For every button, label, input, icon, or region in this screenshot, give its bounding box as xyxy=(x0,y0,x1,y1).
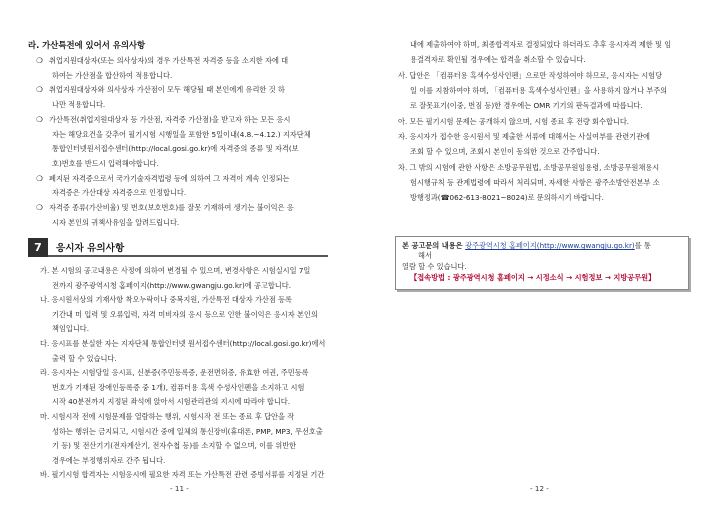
caution-line: 자격증 종류(가산비율) 및 번호(보호번호)를 잘못 기재하여 생기는 불이익은 응 xyxy=(49,203,294,212)
applicant-note-line: 기간내 미 입력 및 오류입력, 자격 미비자의 응시 등으로 인한 불이익은 응시자 본인의 xyxy=(52,309,318,319)
notice-box xyxy=(395,236,689,290)
heading-cautions: 라. 가산특전에 있어서 유의사항 xyxy=(28,40,146,50)
continued-note-line: 험시행규칙 등 관계법령에 따라서 처리되며, 자세한 사항은 광주소방안전본부 소 xyxy=(410,178,660,187)
continued-note-line: 아. 모든 필기시험 문제는 공개하지 않으며, 시험 종료 후 전량 회수합니다. xyxy=(398,117,630,126)
bullet-icon: ❍ xyxy=(36,85,43,95)
continued-note-line: 로 잘못표기(이중, 번짐 등)한 경우에는 OMR 기기의 판독결과에 따릅니다. xyxy=(410,101,643,110)
caution-line: 취업지원대상자(또는 의사상자)의 경우 가산특전 자격증 등을 소지한 자에 대 xyxy=(49,56,289,65)
caution-line: 취업지원대상자와 의사상자 가산점이 모두 해당될 때 본인에게 유리한 것 하 xyxy=(49,85,285,95)
continued-note-line: 조회 할 수 있으며, 조회시 본인이 동의한 것으로 간주합니다. xyxy=(410,147,600,156)
applicant-note-line: 바. 필기시험 합격자는 시험응시에 필요한 자격 또는 가산특전 관련 증빙서류를 지정된 기간 xyxy=(40,470,325,480)
applicant-note-line: 마. 시험시작 전에 시험문제를 열람하는 행위, 시험시작 전 또는 종료 후 답안을 작 xyxy=(40,412,295,421)
section-number: 7 xyxy=(28,238,48,257)
bullet-icon: ❍ xyxy=(36,56,43,65)
bullet-icon: ❍ xyxy=(36,203,43,212)
caution-line: 자격증은 가산대상 자격증으로 인정합니다. xyxy=(52,188,187,198)
continued-note-line: 방행정과(☎062-613-8021~8024)로 문의하시기 바랍니다. xyxy=(410,193,604,202)
caution-line: 나만 적용합니다. xyxy=(52,100,106,110)
caution-line: 자는 해당요건을 갖추어 필기시험 시행일을 포함한 5일이내(4.8.~4.12.) 지자단체 xyxy=(52,129,311,139)
continued-note-line: 일 이를 지참하여야 하며, 「컴퓨터용 흑색수성사인펜」을 사용하지 않거나 부주의 xyxy=(410,86,668,95)
notice-line-1 xyxy=(402,241,651,251)
continued-note-line: 자. 응시자가 접수한 응시원서 및 제출한 서류에 대해서는 사실여부를 관련기관에 xyxy=(398,132,650,141)
applicant-note-line: 책임입니다. xyxy=(52,324,90,334)
applicant-note-line: 나. 응시원서상의 기재사항 착오누락이나 중복지원, 가산특전 대상자 가산점 등록 xyxy=(40,295,292,305)
section-rule xyxy=(48,255,328,257)
applicant-note-line: 다. 응시표를 분실한 자는 지자단체 통합인터넷 원서접수센터(http://local.gosi.go.kr)에서 xyxy=(40,339,326,348)
notice-lead: 본 공고문의 내용은 xyxy=(402,241,466,250)
applicant-note-line: 라. 응시자는 시험당일 응시표, 신분증(주민등록증, 운전면허증, 유효한 여권, 주민등록 xyxy=(40,368,309,378)
applicant-note-line: 기 등) 및 전산기기(전자계산기, 전자수첩 등)를 소지할 수 없으며, 이를 위반한 xyxy=(52,441,297,451)
applicant-note-line: 전까지 광주광역시청 홈페이지(http://www.gwangju.go.kr)에 공고합니다. xyxy=(52,280,291,290)
notice-line-3: 열람 할 수 있습니다. xyxy=(402,262,467,271)
homepage-link[interactable]: 광주광역시청 홈페이지(http://www.gwangju.go.kr) xyxy=(465,241,635,250)
caution-line: 폐지된 자격증으로서 국가기술자격법령 등에 의하여 그 자격이 계속 인정되는 xyxy=(49,173,290,183)
bullet-icon: ❍ xyxy=(36,114,43,124)
continued-note-line: 차. 그 밖의 시험에 관한 사항은 소방공무원법, 소방공무원임용령, 소방공무원채용시 xyxy=(398,163,660,172)
section-7-header xyxy=(28,238,328,257)
caution-line: 호)번호를 반드시 입력해야합니다. xyxy=(52,158,159,168)
caution-line: 하여는 가산점을 합산하여 적용합니다. xyxy=(52,70,173,80)
applicant-note-line: 성하는 행위는 금지되고, 시험시간 중에 일체의 통신장비(휴대폰, PMP, MP3, 무선호출 xyxy=(52,426,323,436)
notice-line-2: 해서 xyxy=(418,251,432,260)
notice-tail: 를 통 xyxy=(634,241,651,250)
notice-access-path: 【접속방법 : 광주광역시청 홈페이지 → 시정소식 → 시험정보 → 지방공무원】 xyxy=(410,273,656,282)
caution-line: 통합인터넷원서접수센터(http://local.gosi.go.kr)에 자격증의 종류 및 자격(보 xyxy=(52,144,299,154)
bullet-icon: ❍ xyxy=(36,173,43,183)
page-number-left: - 11 - xyxy=(170,484,189,493)
section-title: 응시자 유의사항 xyxy=(56,243,125,254)
continued-note-line: 사. 답안은 「컴퓨터용 흑색수성사인펜」으로만 작성하여야 하므로, 응시자는 시험당 xyxy=(398,71,663,80)
caution-line: 시자 본인의 귀책사유임을 알려드립니다. xyxy=(52,217,180,227)
applicant-note-line: 경우에는 부정행위자로 간주 됩니다. xyxy=(52,455,166,465)
continued-note-line: 용결격자로 확인될 경우에는 합격을 취소할 수 있습니다. xyxy=(410,55,586,64)
applicant-note-line: 시작 40분전까지 지정된 좌석에 앉아서 시험관리관의 지시에 따라야 합니다. xyxy=(52,397,291,407)
applicant-note-line: 가. 본 시험의 공고내용은 사정에 의하여 변경될 수 있으며, 변경사항은 시험실시일 7일 xyxy=(40,266,311,275)
applicant-note-line: 출력 할 수 있습니다. xyxy=(52,353,117,363)
caution-line: 가산특전(취업지원대상자 등 가산점, 자격증 가산점)을 받고자 하는 모든 응시 xyxy=(49,114,291,124)
continued-note-line: 내에 제출하여야 하며, 최종합격자로 결정되었다 하더라도 추후 응시자격 제한 및 임 xyxy=(410,40,672,49)
applicant-note-line: 번호가 기재된 장애인등록증 중 1개), 컴퓨터용 흑색 수성사인펜을 소지하고 시험 xyxy=(52,382,305,392)
page-number-right: - 12 - xyxy=(530,484,549,493)
